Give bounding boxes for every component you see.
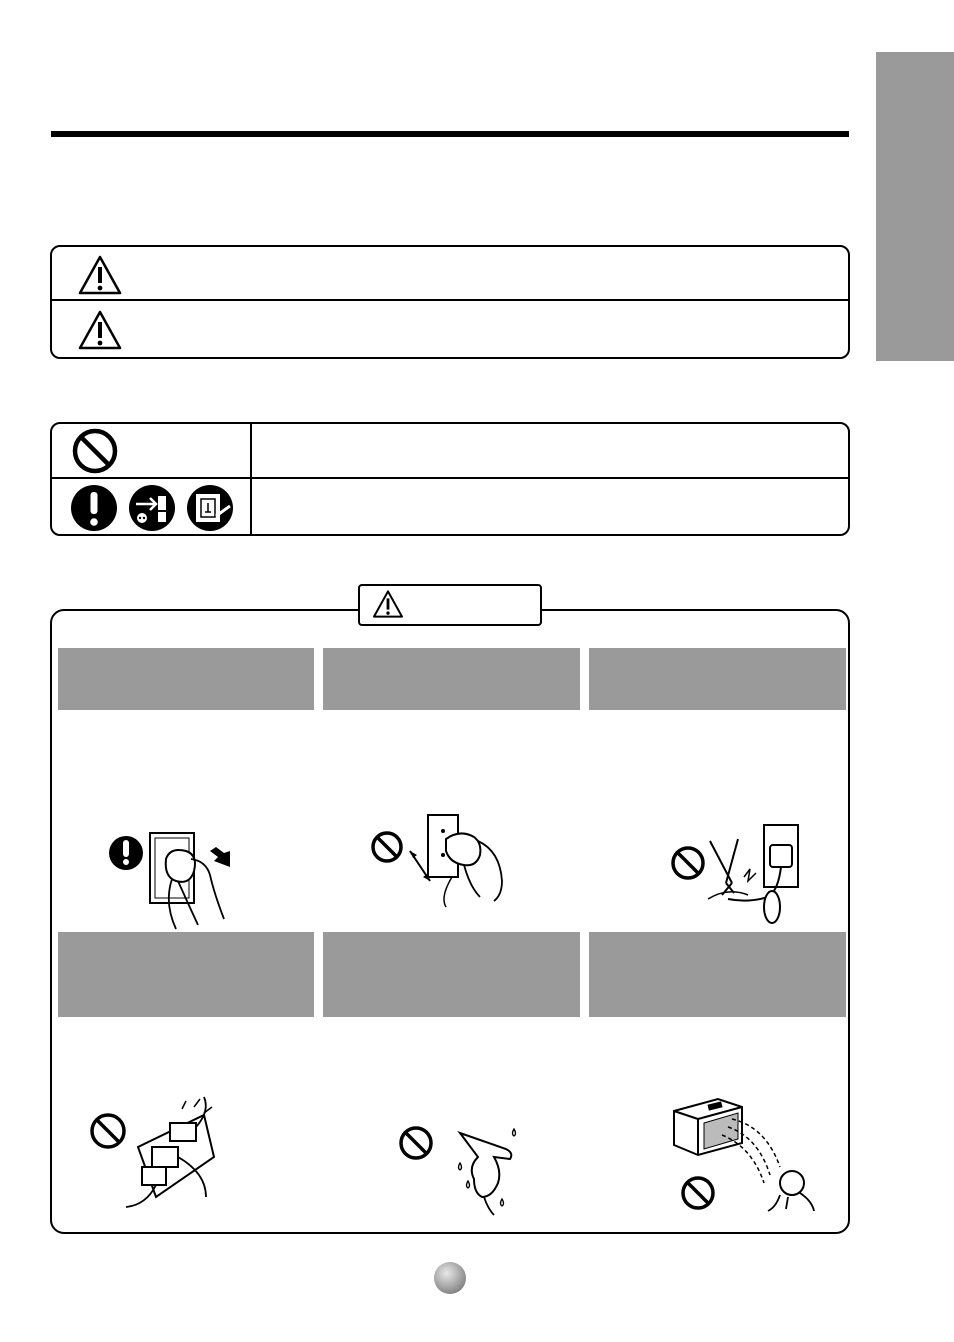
warning-cell-header [58, 932, 314, 1017]
loose-outlet-prohibited-illustration [370, 811, 520, 911]
symbols-legend [50, 422, 850, 536]
warning-cell-header [323, 932, 580, 1017]
prohibited-icon [72, 428, 118, 474]
caution-triangle-icon [78, 310, 122, 350]
cord-damage-prohibited-illustration [668, 821, 828, 931]
page-subtitle [51, 160, 849, 220]
unplug-icon [128, 484, 176, 532]
title-rule [51, 131, 849, 137]
warning-section [50, 609, 850, 1234]
airflow-child-prohibited-illustration [668, 1097, 818, 1213]
ground-icon [186, 484, 234, 532]
wet-hands-prohibited-illustration [398, 1123, 538, 1217]
page-title [51, 85, 849, 125]
mandatory-exclamation-icon [70, 484, 118, 532]
overloaded-outlet-prohibited-illustration [86, 1097, 256, 1209]
warning-cell-header [589, 648, 846, 710]
symbols-vertical-divider [250, 424, 252, 534]
warning-section-label [358, 584, 542, 626]
warning-cell-header [589, 932, 846, 1017]
warning-cell-header [58, 648, 314, 710]
warning-cell-header [323, 648, 580, 710]
symbols-divider [52, 477, 848, 479]
page-number-badge [434, 1262, 466, 1294]
legend-divider [52, 299, 848, 301]
plug-insert-firmly-illustration [106, 829, 256, 929]
side-tab [876, 52, 954, 361]
warning-triangle-icon [78, 255, 122, 295]
warning-triangle-icon [372, 590, 404, 618]
warning-caution-legend [50, 245, 850, 359]
